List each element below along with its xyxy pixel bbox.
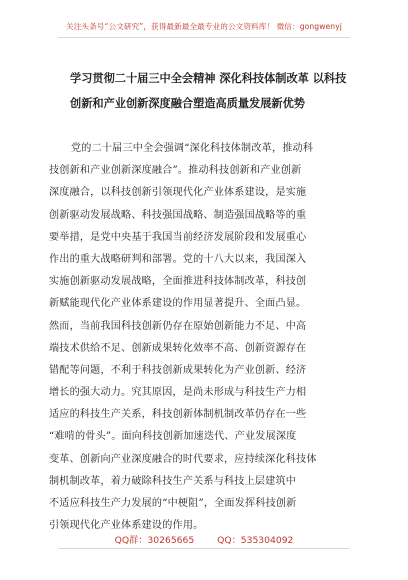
title-line-2: 创新和产业创新深度融合塑造高质量发展新优势 (70, 97, 305, 110)
body-line: 实施创新驱动发展战略，全面推进科技体制改革，科技创 (49, 276, 307, 288)
footer-qq: QQ：535304092 (217, 535, 294, 546)
header-divider (58, 37, 350, 38)
body-line: 端技术供给不足、创新成果转化效率不高、创新资源存在 (49, 342, 307, 354)
body-line: 技创新和产业创新深度融合”。推动科技创新和产业创新 (49, 165, 302, 177)
body-line: 变革、创新向产业深度融合的时代要求，应持续深化科技体 (49, 453, 317, 465)
body-line: 创新驱动发展战略、科技强国战略、制造强国战略等的重 (49, 209, 307, 221)
footer-qq-group: QQ群：30265665 (114, 535, 195, 546)
body-line: “难啃的骨头”。面向科技创新加速迭代、产业发展深度 (49, 431, 297, 443)
body-line: 引领现代化产业体系建设的作用。 (49, 520, 204, 532)
body-line: 党的二十届三中全会强调“深化科技体制改革，推动科 (71, 143, 314, 154)
footer-contact (0, 532, 408, 546)
header-banner (0, 0, 408, 62)
body-line: 深度融合，以科技创新引领现代化产业体系建设，是实施 (49, 187, 307, 199)
body-line: 增长的强大动力。究其原因，是尚未形成与科技生产力相 (49, 387, 307, 399)
body-line: 制机制改革，着力破除科技生产关系与科技上层建筑中 (49, 475, 297, 487)
title-line-1: 学习贯彻二十届三中全会精神 深化科技体制改革 以科技 (70, 72, 347, 85)
body-line: 错配等问题，不利于科技创新成果转化为产业创新、经济 (49, 364, 307, 376)
header-notice: 关注头条号“公文研究”，获得最新最全最专业的公文资料库！ 微信：gongwenyj (66, 22, 342, 31)
body-line: 新赋能现代化产业体系建设的作用显著提升、全面凸显。 (49, 298, 307, 310)
body-line: 然而，当前我国科技创新仍存在原始创新能力不足、中高 (49, 320, 307, 332)
body-line: 作出的重大战略研判和部署。党的十八大以来，我国深入 (49, 253, 307, 265)
body-paragraph (49, 138, 365, 537)
document-title (52, 66, 362, 116)
footer-divider (58, 548, 350, 549)
body-line: 要举措，是党中央基于我国当前经济发展阶段和发展重心 (49, 231, 307, 243)
body-line: 适应的科技生产关系，科技创新体制机制改革仍存在一些 (49, 409, 307, 421)
body-line: 不适应科技生产力发展的“中梗阻”，全面发挥科技创新 (49, 498, 297, 509)
